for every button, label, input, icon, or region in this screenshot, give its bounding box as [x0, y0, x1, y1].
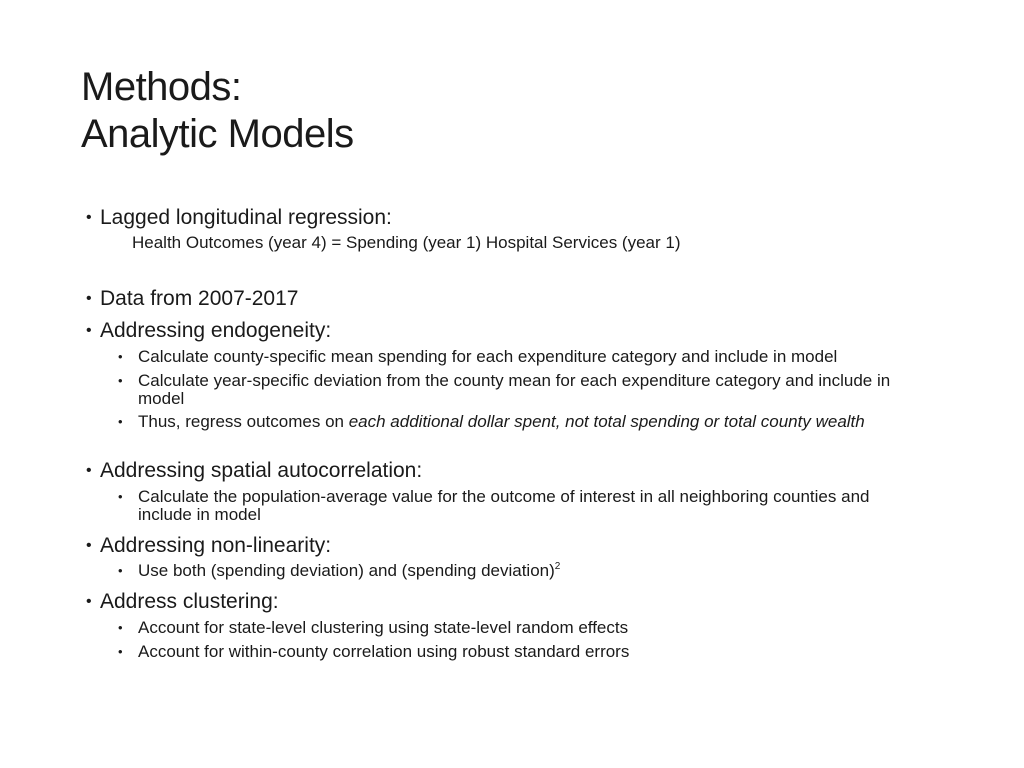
bullet-text: Address clustering: — [100, 590, 279, 613]
slide-title — [81, 64, 354, 158]
sub-bullet-text-main: Use both (spending deviation) and (spending deviation) — [138, 561, 555, 580]
sub-bullet-text — [138, 562, 948, 580]
bullet-dot: • — [86, 462, 92, 479]
sub-bullet-text — [138, 413, 918, 431]
bullet-text: Addressing non-linearity: — [100, 534, 332, 557]
sub-bullet-nonlin-1 — [118, 562, 948, 580]
sub-bullet-dot: • — [118, 644, 123, 659]
bullet-non-linearity — [86, 533, 331, 559]
sub-bullet-dot: • — [118, 489, 123, 504]
sub-bullet-dot: • — [118, 373, 123, 388]
title-line-1: Methods: — [81, 65, 242, 109]
sub-bullet-endo-3 — [118, 413, 918, 431]
bullet-lagged-regression — [86, 205, 392, 231]
sub-bullet-cluster-2 — [118, 643, 948, 661]
sub-bullet-text: Calculate the population-average value for the outcome of interest in all neighboring counties and include in model — [138, 487, 870, 524]
bullet-dot: • — [86, 593, 92, 610]
sub-bullet-dot: • — [118, 414, 123, 429]
sub-bullet-endo-2 — [118, 372, 918, 408]
bullet-dot: • — [86, 537, 92, 554]
bullet-clustering — [86, 589, 279, 615]
bullet-text: Lagged longitudinal regression: — [100, 206, 392, 229]
sub-bullet-dot: • — [118, 620, 123, 635]
sub-bullet-text: Calculate county-specific mean spending for each expenditure category and include in model — [138, 347, 838, 366]
sub-bullet-dot: • — [118, 563, 123, 578]
sub-bullet-text: Account for state-level clustering using state-level random effects — [138, 618, 629, 637]
sub-bullet-text-prefix: Thus, regress outcomes on — [138, 412, 349, 431]
superscript-two: 2 — [554, 561, 561, 572]
title-line-2: Analytic Models — [81, 112, 354, 156]
sub-bullet-cluster-1 — [118, 619, 948, 637]
sub-bullet-dot: • — [118, 349, 123, 364]
bullet-dot: • — [86, 209, 92, 226]
sub-bullet-text-italic: each additional dollar spent, not total spending or total county wealth — [348, 412, 865, 431]
bullet-endogeneity — [86, 318, 331, 344]
sub-bullet-text: Calculate year-specific deviation from the county mean for each expenditure category and include in model — [138, 371, 891, 408]
bullet-data-range — [86, 286, 298, 312]
sub-bullet-text: Account for within-county correlation using robust standard errors — [138, 642, 630, 661]
sub-bullet-spatial-1 — [118, 488, 878, 524]
bullet-dot: • — [86, 322, 92, 339]
bullet-spatial-autocorrelation — [86, 458, 422, 484]
bullet-text: Data from 2007-2017 — [100, 287, 299, 310]
sub-bullet-endo-1 — [118, 348, 948, 366]
bullet-text: Addressing spatial autocorrelation: — [100, 459, 423, 482]
bullet-text: Addressing endogeneity: — [100, 319, 332, 342]
regression-formula: Health Outcomes (year 4) = Spending (year 1) Hospital Services (year 1) — [132, 233, 681, 252]
bullet-dot: • — [86, 290, 92, 307]
